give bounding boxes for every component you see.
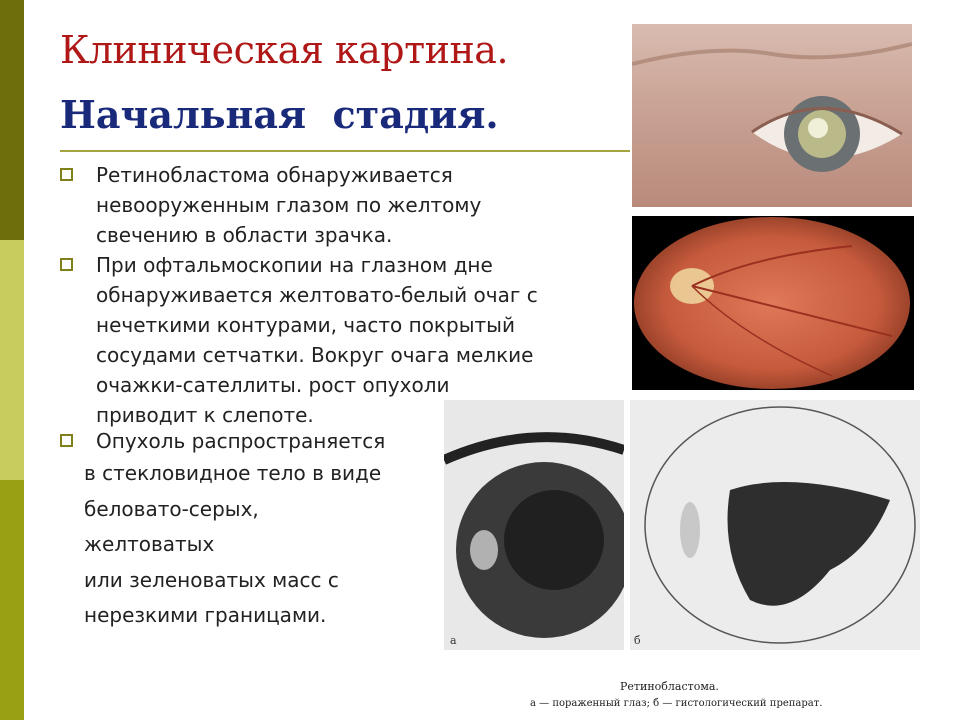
bullet-square-icon (60, 434, 73, 447)
bullet-3-line: в стекловидное тело в виде (84, 461, 382, 485)
bullet-3-line: беловато-серых, (84, 496, 259, 521)
bullet-1 (60, 160, 620, 250)
bullet-2-line: нечеткими контурами, часто покрытый (96, 313, 515, 337)
side-bar-segment-light (0, 240, 24, 480)
fundus-photo (632, 216, 914, 390)
side-color-bar (0, 0, 24, 720)
figure-label-a: а (450, 634, 457, 647)
figure-caption-title: Ретинобластома. (620, 680, 719, 693)
affected-eye-figure (444, 400, 624, 650)
leukocoria-eye-photo (632, 24, 912, 207)
bullet-square-icon (60, 258, 73, 271)
side-bar-segment-dark (0, 0, 24, 240)
side-bar-segment-mid (0, 480, 24, 720)
bullet-2-line: При офтальмоскопии на глазном дне (96, 253, 493, 277)
bullet-3-line: или зеленоватых масс с (84, 567, 339, 592)
histology-figure (630, 400, 920, 650)
title-divider (60, 150, 630, 152)
bullet-3-line: нерезкими границами. (84, 603, 327, 627)
bullet-2-line: сосудами сетчатки. Вокруг очага мелкие (96, 343, 534, 367)
bullet-1-line: свечению в области зрачка. (96, 223, 393, 247)
slide-title-line2: Начальная стадия. (60, 92, 499, 137)
bullet-1-line: Ретинобластома обнаруживается (96, 163, 453, 187)
bullet-3-line: желтоватых (84, 532, 215, 556)
bullet-3-line: Опухоль распространяется (96, 429, 386, 453)
bullet-3-continuation (84, 456, 444, 634)
bullet-2-line: обнаруживается желтовато-белый очаг с (96, 283, 538, 307)
bullet-2-line: очажки-сателлиты. рост опухоли (96, 373, 450, 397)
bullet-2-line: приводит к слепоте. (96, 403, 314, 427)
figure-label-b: б (634, 634, 641, 647)
bullet-square-icon (60, 168, 73, 181)
slide-title-line1: Клиническая картина. (60, 28, 509, 72)
bullet-1-line: невооруженным глазом по желтому (96, 193, 482, 217)
figure-caption-subtitle: а — пораженный глаз; б — гистологический препарат. (530, 698, 823, 709)
